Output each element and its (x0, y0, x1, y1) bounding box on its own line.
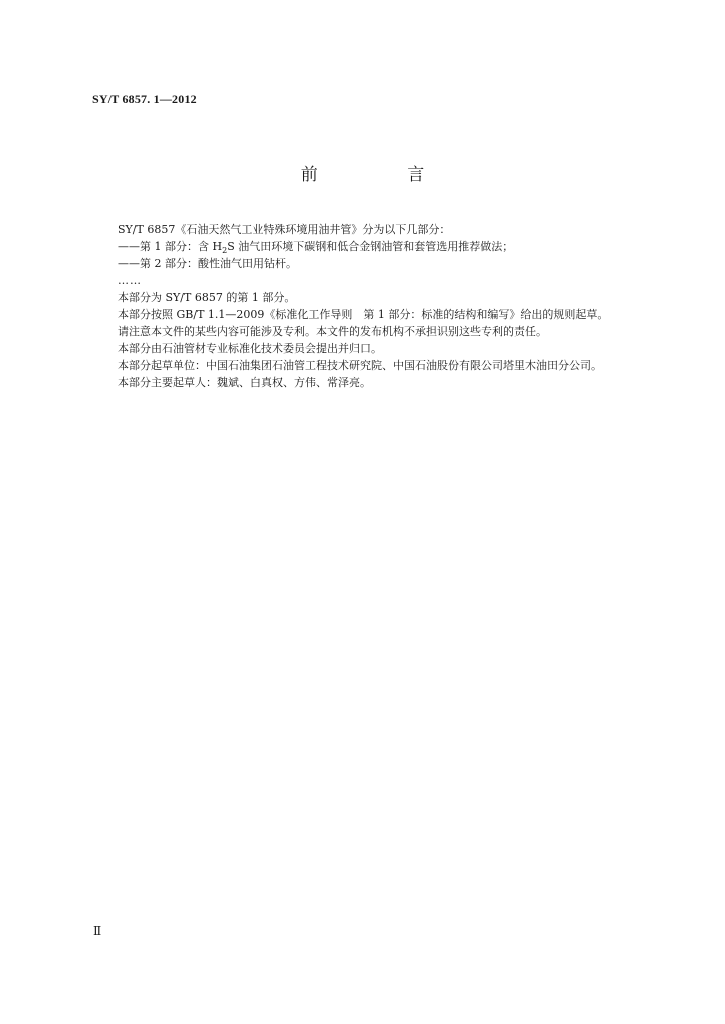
page-number: Ⅱ (93, 924, 102, 938)
part-1-text-post: S 油气田环境下碳钢和低合金钢油管和套管选用推荐做法； (227, 240, 514, 253)
page-title: 前 言 (300, 165, 467, 185)
drafting-units-paragraph: 本部分起草单位：中国石油集团石油管工程技术研究院、中国石油股份有限公司塔里木油田分公司。 (118, 359, 602, 372)
part-1-text-pre: ——第 1 部分：含 H (118, 240, 223, 253)
drafters-paragraph: 本部分主要起草人：魏斌、白真权、方伟、常泽亮。 (118, 376, 371, 389)
drafting-rule-paragraph: 本部分按照 GB/T 1.1—2009《标准化工作导则 第 1 部分：标准的结构和编写》给出的规则起草。 (118, 308, 609, 321)
part-2-item: ——第 2 部分：酸性油气田用钻杆。 (118, 257, 297, 270)
document-code: SY/T 6857. 1—2012 (92, 92, 197, 106)
proposed-by-paragraph: 本部分由石油管材专业标准化技术委员会提出并归口。 (118, 342, 382, 355)
ellipsis-line: …… (118, 274, 142, 287)
preface-body (92, 221, 644, 391)
part-1-subscript: 2 (222, 246, 228, 256)
part-1-item (92, 238, 644, 255)
this-part-paragraph: 本部分为 SY/T 6857 的第 1 部分。 (118, 291, 296, 304)
patent-notice-paragraph: 请注意本文件的某些内容可能涉及专利。本文件的发布机构不承担识别这些专利的责任。 (118, 325, 547, 338)
intro-paragraph: SY/T 6857《石油天然气工业特殊环境用油井管》分为以下几部分： (118, 223, 451, 236)
